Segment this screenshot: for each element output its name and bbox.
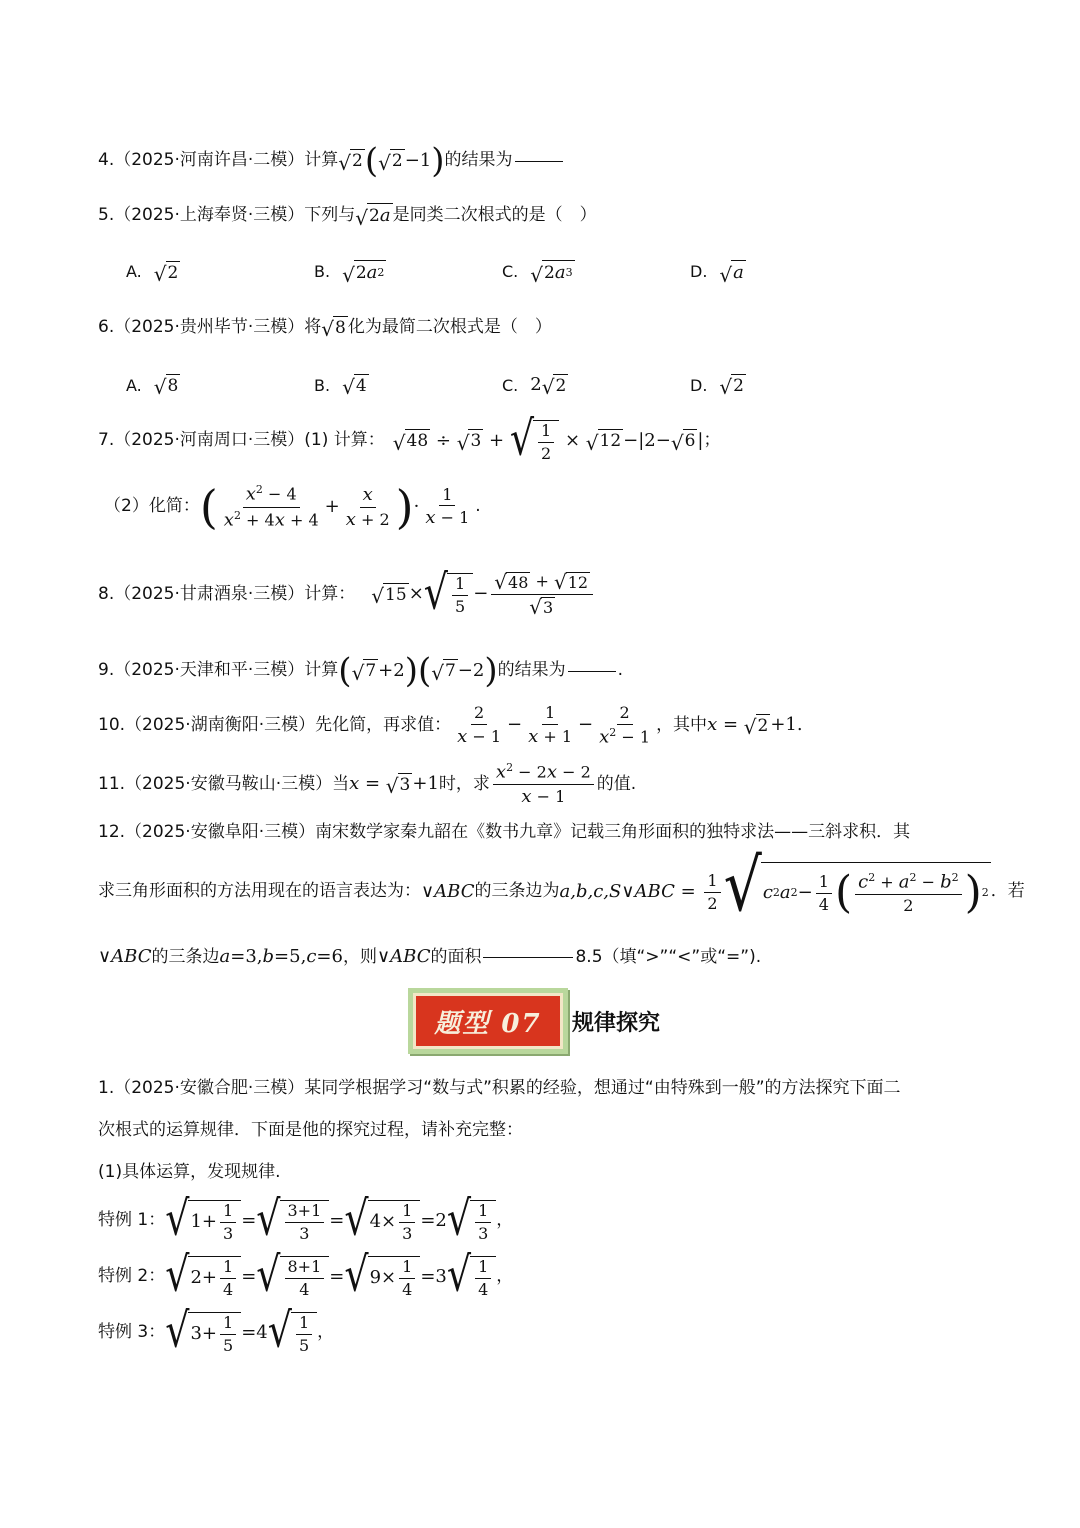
question-6: 6.（2025·贵州毕节·三模）将 √ 8 化为最简二次根式是（ ） xyxy=(98,317,552,342)
section-badge-label: 题型 07 xyxy=(413,993,563,1049)
q11-prefix: 11.（2025·安徽马鞍山·三模）当 xyxy=(98,773,350,794)
q6-suffix: 化为最简二次根式是（ ） xyxy=(347,317,552,337)
section-badge xyxy=(408,988,568,1054)
q5-option-b[interactable]: B. √ 2 a 2 xyxy=(314,262,385,287)
q4-suffix: 的结果为 xyxy=(444,150,513,171)
s1-line-3: (1)具体运算，发现规律. xyxy=(98,1162,281,1182)
q5-options xyxy=(126,260,1000,285)
q4-prefix: 4.（2025·河南许昌·二模）计算 xyxy=(98,150,339,171)
q7-prefix: 7.（2025·河南周口·三模）(1) 计算： xyxy=(98,430,385,451)
question-11: 11.（2025·安徽马鞍山·三模）当 x = √ 3 +1 时，求 $\frac{x^2 - 2x - 2}{x - 1}$ 的值. xyxy=(98,761,637,808)
s1-example-2: 特例 2： √ 2+ $\frac{1}{4}$ = √ $\frac{8+1}{4}$ = √ 9× $\frac{1}{4}$ =3 √ $\frac{1}{4}$ ， xyxy=(98,1246,514,1302)
q9-prefix: 9.（2025·天津和平·三模）计算 xyxy=(98,660,339,681)
answer-blank xyxy=(483,957,573,958)
q6-option-c[interactable]: C. 2 √ 2 xyxy=(502,374,567,400)
q6-option-b[interactable]: B. √ 4 xyxy=(314,375,367,400)
q5-suffix: 是同类二次根式的是（ ） xyxy=(392,204,597,225)
question-7: 7.（2025·河南周口·三模）(1) 计算： √ 48 ÷ √ 3 + √ $\frac{1}{2}$ × √ 12 −|2− √ 6 | ； xyxy=(98,410,721,466)
section-title: 规律探究 xyxy=(572,1010,661,1036)
question-5: 5.（2025·上海奉贤·三模）下列与 √ 2 a 是同类二次根式的是（ ） xyxy=(98,204,597,230)
answer-blank xyxy=(515,161,563,162)
q11-mid: 时，求 xyxy=(438,773,490,794)
question-12-line-2: 求三角形面积的方法用现在的语言表达为： ∨ABC 的三条边为 a,b,c,S ∨ABC = $\frac{1}{2}$ √ c 2 a 2 − $\frac{1}{4}$ ( $\frac{c^2 + a^2 - b^2}{2}$ ) 2 ．若 xyxy=(98,844,1025,928)
q9-suffix: 的结果为 xyxy=(497,660,566,681)
q5-option-c[interactable]: C. √ 2 a 3 xyxy=(502,262,573,287)
sqrt-expression: √ 2 xyxy=(338,150,363,175)
q6-option-d[interactable]: D. √ 2 xyxy=(690,375,744,400)
q5-option-d[interactable]: D. √ a xyxy=(690,262,744,287)
question-12-line-3: ∨ABC 的三条边 a =3, b =5, c =6 ，则 ∨ABC 的面积 8.5（填“>”“<”或“=”). xyxy=(98,946,762,967)
q5-prefix: 5.（2025·上海奉贤·三模）下列与 xyxy=(98,204,356,225)
s1-line-1: 1.（2025·安徽合肥·三模）某同学根据学习“数与式”积累的经验，想通过“由特殊到一般”的方法探究下面二 xyxy=(98,1078,901,1098)
q11-suffix: 的值. xyxy=(596,773,637,794)
q6-options xyxy=(126,374,1000,400)
q6-option-a[interactable]: A. √ 8 xyxy=(126,375,179,400)
question-9: 9.（2025·天津和平·三模）计算 ( √ 7 +2 ) ( √ 7 −2 ) 的结果为 . xyxy=(98,651,624,691)
q5-option-a[interactable]: A. √ 2 xyxy=(126,261,179,286)
q7-part2: （2）化简： xyxy=(104,496,200,517)
s1-line-2: 次根式的运算规律．下面是他的探究过程，请补充完整： xyxy=(98,1120,523,1140)
s1-example-1: 特例 1： √ 1+ $\frac{1}{3}$ = √ $\frac{3+1}{3}$ = √ 4× $\frac{1}{3}$ =2 √ $\frac{1}{3}$ ， xyxy=(98,1190,514,1246)
question-8: 8.（2025·甘肃酒泉·三模）计算： √ 15 × √ $\frac{1}{5}$ − √ 48 + √ 12 √ 3 xyxy=(98,572,1000,617)
q8-prefix: 8.（2025·甘肃酒泉·三模）计算： xyxy=(98,583,356,604)
question-4: 4.（2025·河南许昌·二模）计算 √ 2 ( √ 2 −1 ) 的结果为 xyxy=(98,144,1000,178)
q10-prefix: 10.（2025·湖南衡阳·三模）先化简，再求值： xyxy=(98,714,452,735)
question-10: 10.（2025·湖南衡阳·三模）先化简，再求值： $\frac{2}{x - 1}$ − $\frac{1}{x + 1}$ − $\frac{2}{x^2 - 1}$ ，其中 x = √ 2 +1. xyxy=(98,703,803,747)
question-7-part-2: （2）化简： ( $\frac{x^2 - 4}{x^2 + 4x + 4}$ + $\frac{x}{x + 2}$ ) · $\frac{1}{x - 1}$ . xyxy=(104,480,481,534)
q6-prefix: 6.（2025·贵州毕节·三模）将 xyxy=(98,317,322,337)
s1-example-3: 特例 3： √ 3+ $\frac{1}{5}$ =4 √ $\frac{1}{5}$ ， xyxy=(98,1302,335,1358)
section-header xyxy=(408,988,660,1054)
q10-mid: ，其中 xyxy=(656,714,708,735)
question-12-line-1: 12.（2025·安徽阜阳·三模）南宋数学家秦九韶在《数书九章》记载三角形面积的独特求法——三斜求积．其 xyxy=(98,822,911,842)
